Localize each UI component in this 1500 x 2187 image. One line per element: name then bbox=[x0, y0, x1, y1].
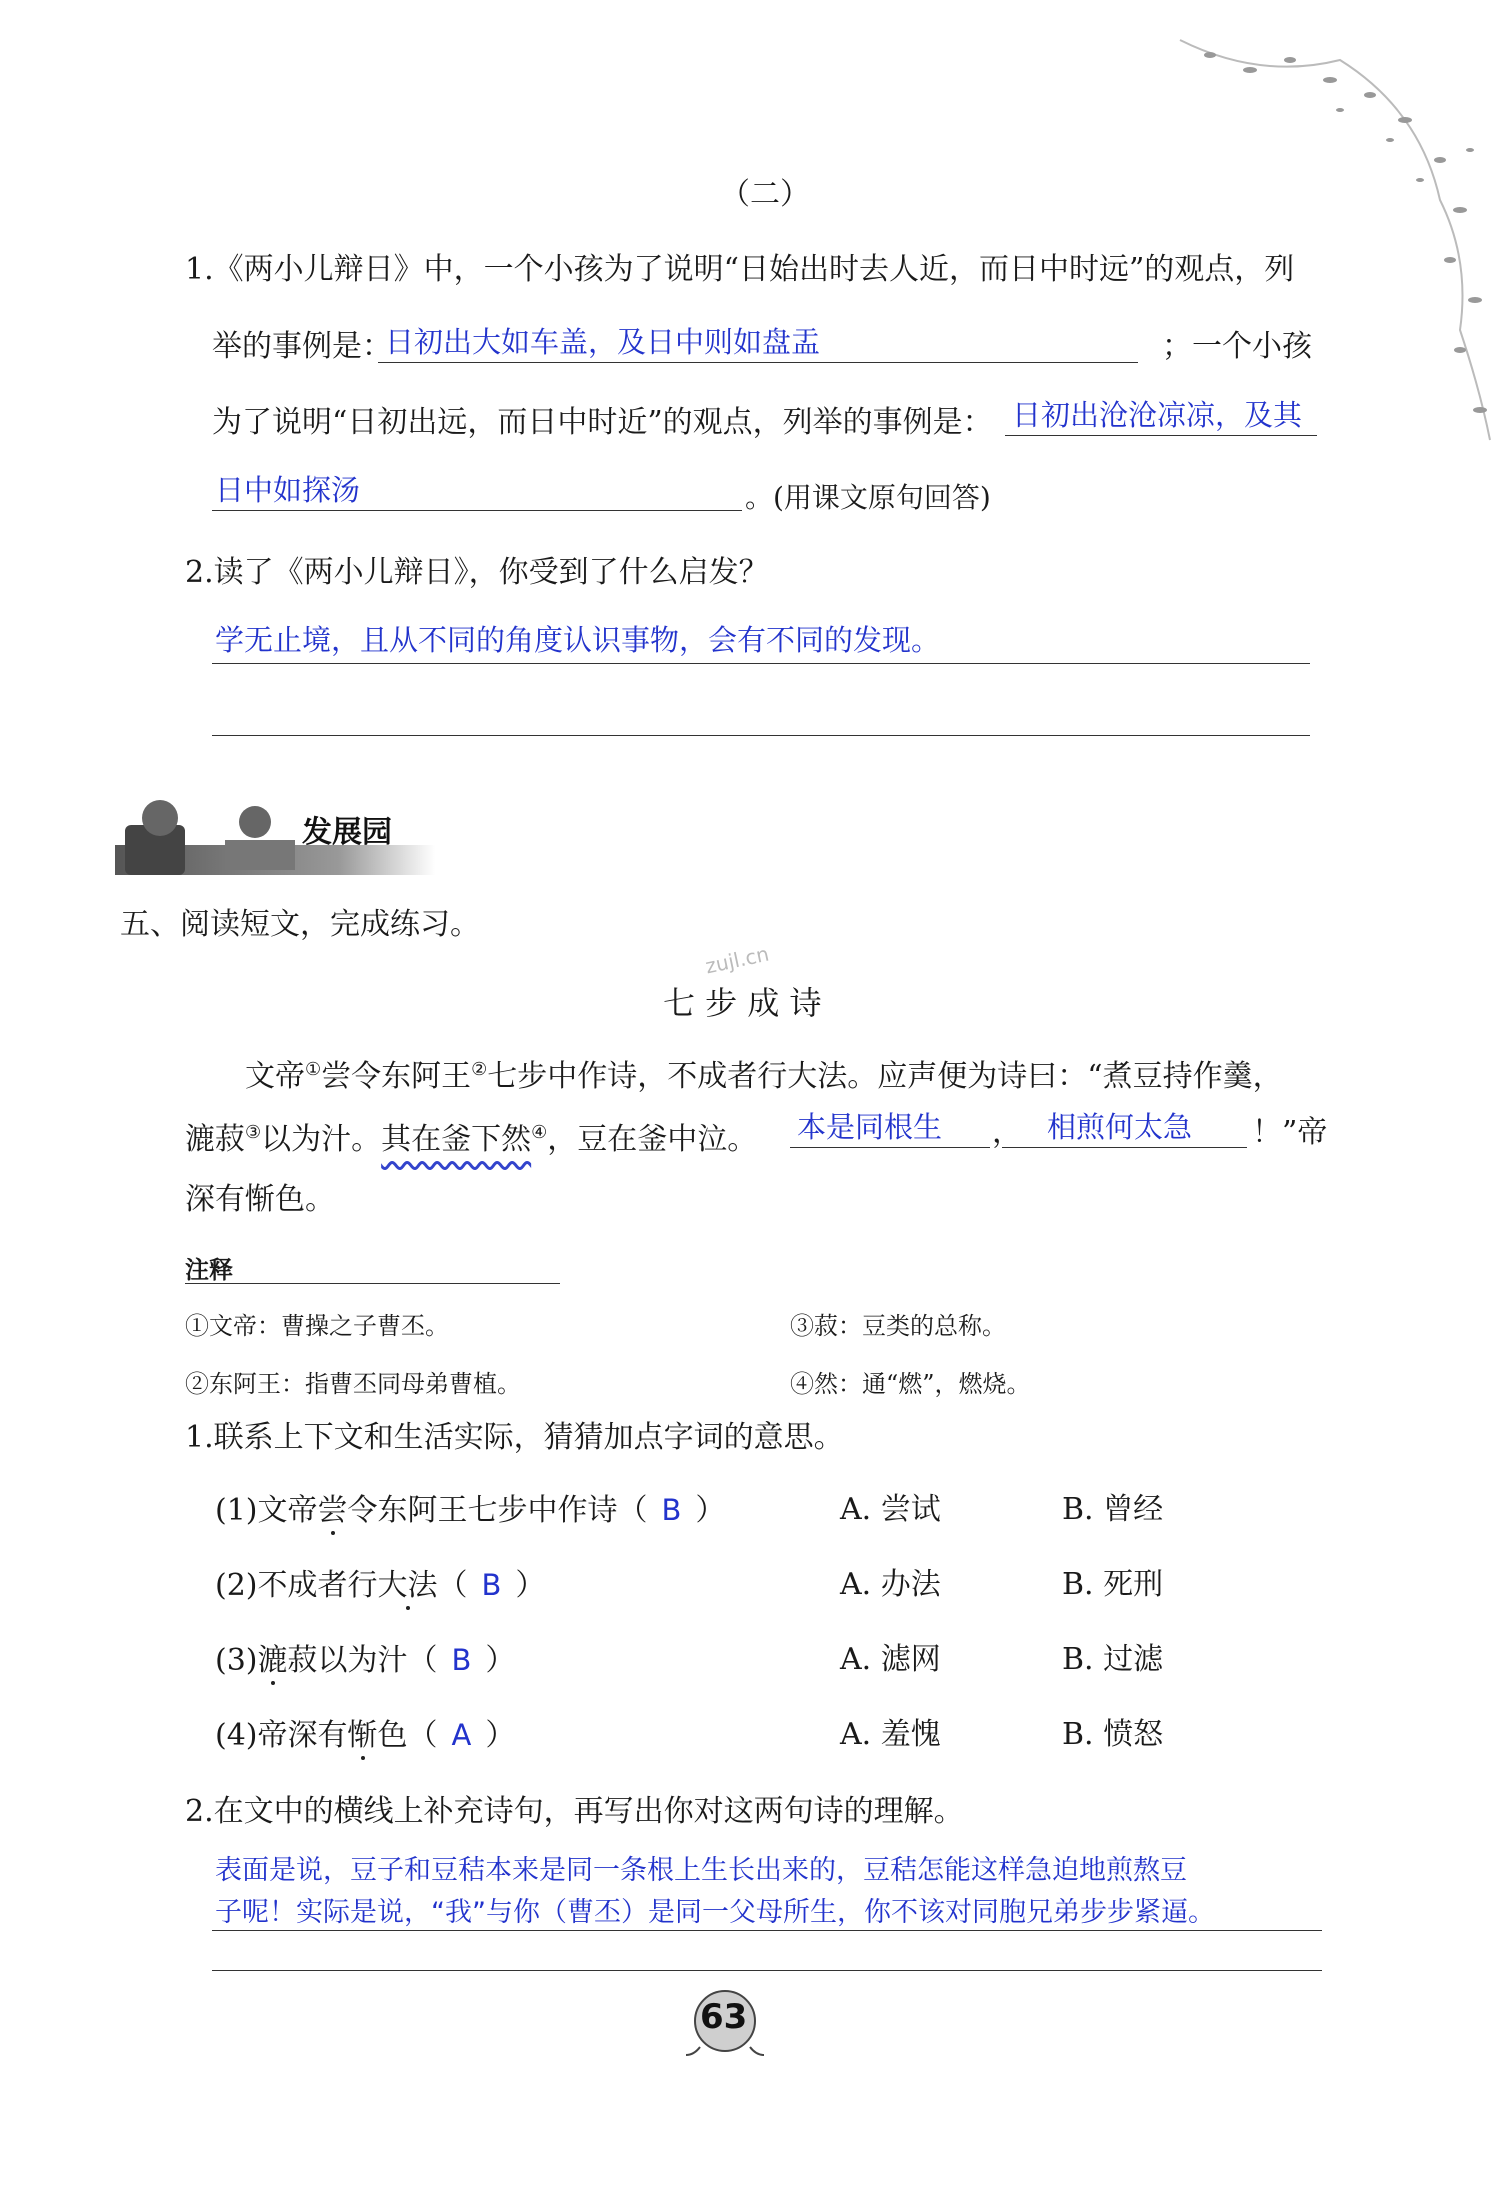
notes-label: 注释 bbox=[185, 1256, 233, 1284]
poem-blank1-underline bbox=[790, 1147, 990, 1148]
mcq-title: 1.联系上下文和生活实际，猜猜加点字词的意思。 bbox=[185, 1420, 844, 1455]
note-4: ④然：通“燃”，燃烧。 bbox=[790, 1370, 1031, 1398]
q1-line2-prefix: 举的事例是： bbox=[212, 329, 392, 364]
q2-underline1 bbox=[212, 663, 1310, 664]
mcq-1-option-a: A. 尝试 bbox=[840, 1492, 941, 1527]
poem-blank2-answer: 相煎何太急 bbox=[1047, 1110, 1193, 1144]
mcq-item-1: (1)文帝尝令东阿王七步中作诗（ B ） bbox=[215, 1493, 726, 1528]
mcq-4-option-a: A. 羞愧 bbox=[840, 1717, 941, 1752]
poem-blank1-answer: 本是同根生 bbox=[797, 1110, 943, 1144]
corner-leaf-decoration-icon bbox=[1140, 0, 1500, 460]
mcq-item-4: (4)帝深有惭色（ A ） bbox=[215, 1718, 516, 1753]
note-1: ①文帝：曹操之子曹丕。 bbox=[185, 1312, 449, 1340]
q1-answer1: 日初出大如车盖，及日中则如盘盂 bbox=[385, 325, 821, 359]
q1-answer2-part2: 日中如探汤 bbox=[215, 473, 361, 507]
q5-2-answer-line2: 子呢！实际是说，“我”与你（曹丕）是同一父母所生，你不该对同胞兄弟步步紧逼。 bbox=[215, 1897, 1215, 1928]
poem-blank2-underline bbox=[1002, 1147, 1247, 1148]
q1-answer1-underline bbox=[378, 362, 1138, 363]
q1-line2-suffix: ；一个小孩 bbox=[1162, 329, 1312, 364]
mcq-item-3: (3)漉菽以为汁（ B ） bbox=[215, 1643, 516, 1678]
q5-2-answer-line1: 表面是说，豆子和豆秸本来是同一条根上生长出来的，豆秸怎能这样急迫地煎熬豆 bbox=[215, 1855, 1187, 1886]
q5-2-underline2 bbox=[212, 1970, 1322, 1971]
q5-2-question: 2.在文中的横线上补充诗句，再写出你对这两句诗的理解。 bbox=[185, 1794, 964, 1829]
passage-line2: 漉菽③以为汁。其在釜下然④，豆在釜中泣。 bbox=[185, 1122, 758, 1157]
q1-answer2-underline2 bbox=[212, 510, 742, 511]
q2-question: 2.读了《两小儿辩日》，你受到了什么启发？ bbox=[185, 555, 769, 590]
passage-line1: 文帝①尝令东阿王②七步中作诗，不成者行大法。应声便为诗曰：“煮豆持作羹， bbox=[245, 1059, 1283, 1094]
passage-line2-end: ！”帝 bbox=[1252, 1115, 1328, 1150]
q1-line4-suffix: 。(用课文原句回答) bbox=[745, 481, 991, 514]
part5-title: 五、阅读短文，完成练习。 bbox=[120, 907, 480, 942]
q2-underline2 bbox=[212, 735, 1310, 736]
q1-answer2-part1: 日初出沧沧凉凉，及其 bbox=[1012, 398, 1303, 432]
mcq-3-option-b: B. 过滤 bbox=[1062, 1642, 1164, 1677]
poem-title: 七 步 成 诗 bbox=[663, 984, 822, 1022]
page-number: 63 bbox=[700, 1997, 748, 2037]
mcq-4-option-b: B. 愤怒 bbox=[1062, 1717, 1164, 1752]
q5-2-underline1 bbox=[212, 1930, 1322, 1931]
section-heading: （二） bbox=[720, 177, 810, 212]
q1-line1: 1.《两小儿辩日》中，一个小孩为了说明“日始出时去人近，而日中时远”的观点，列 bbox=[185, 252, 1295, 287]
watermark: zujl.cn bbox=[703, 941, 772, 979]
mcq-2-option-a: A. 办法 bbox=[840, 1567, 941, 1602]
mcq-3-option-a: A. 滤网 bbox=[840, 1642, 941, 1677]
q1-answer2-underline1 bbox=[1005, 435, 1317, 436]
poem-comma: ， bbox=[992, 1115, 1022, 1150]
mcq-1-option-b: B. 曾经 bbox=[1062, 1492, 1164, 1527]
note-3: ③菽：豆类的总称。 bbox=[790, 1312, 1006, 1340]
notes-divider bbox=[185, 1283, 560, 1284]
passage-line3: 深有惭色。 bbox=[185, 1182, 335, 1217]
note-2: ②东阿王：指曹丕同母弟曹植。 bbox=[185, 1370, 521, 1398]
q1-line3-prefix: 为了说明“日初出远，而日中时近”的观点，列举的事例是： bbox=[212, 405, 993, 440]
wavy-underlined-text: 其在釜下然 bbox=[381, 1122, 532, 1157]
mcq-2-option-b: B. 死刑 bbox=[1062, 1567, 1164, 1602]
q2-answer: 学无止境，且从不同的角度认识事物，会有不同的发现。 bbox=[215, 623, 941, 657]
banner-label: 发展园 bbox=[302, 815, 392, 850]
mcq-item-2: (2)不成者行大法（ B ） bbox=[215, 1568, 546, 1603]
